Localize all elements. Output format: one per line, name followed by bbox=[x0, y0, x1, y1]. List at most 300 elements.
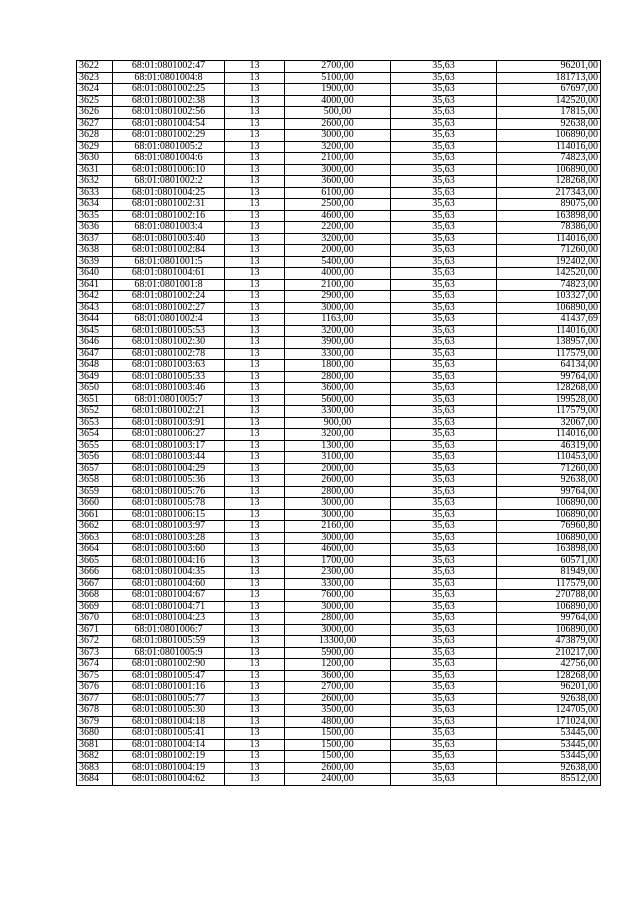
category-code-cell: 13 bbox=[225, 279, 285, 291]
row-number-cell: 3675 bbox=[77, 670, 113, 682]
cadastral-value-cell: 114016,00 bbox=[497, 429, 601, 441]
area-value-cell: 3000,00 bbox=[285, 164, 391, 176]
rate-value-cell: 35,63 bbox=[391, 291, 497, 303]
table-row bbox=[77, 739, 601, 751]
category-code-cell: 13 bbox=[225, 141, 285, 153]
row-number-cell: 3662 bbox=[77, 521, 113, 533]
cadastral-number-cell: 68:01:0801004:18 bbox=[113, 716, 225, 728]
row-number-cell: 3657 bbox=[77, 463, 113, 475]
category-code-cell: 13 bbox=[225, 406, 285, 418]
table-row bbox=[77, 578, 601, 590]
cadastral-value-cell: 92638,00 bbox=[497, 762, 601, 774]
category-code-cell: 13 bbox=[225, 647, 285, 659]
cadastral-number-cell: 68:01:0801004:6 bbox=[113, 153, 225, 165]
cadastral-number-cell: 68:01:0801005:33 bbox=[113, 371, 225, 383]
area-value-cell: 1163,00 bbox=[285, 314, 391, 326]
row-number-cell: 3660 bbox=[77, 498, 113, 510]
row-number-cell: 3667 bbox=[77, 578, 113, 590]
area-value-cell: 4800,00 bbox=[285, 716, 391, 728]
cadastral-value-cell: 114016,00 bbox=[497, 325, 601, 337]
cadastral-value-cell: 53445,00 bbox=[497, 728, 601, 740]
area-value-cell: 1900,00 bbox=[285, 84, 391, 96]
area-value-cell: 2600,00 bbox=[285, 118, 391, 130]
area-value-cell: 5100,00 bbox=[285, 72, 391, 84]
cadastral-value-cell: 128268,00 bbox=[497, 383, 601, 395]
cadastral-value-cell: 64134,00 bbox=[497, 360, 601, 372]
area-value-cell: 2500,00 bbox=[285, 199, 391, 211]
rate-value-cell: 35,63 bbox=[391, 647, 497, 659]
table-row bbox=[77, 314, 601, 326]
area-value-cell: 2900,00 bbox=[285, 291, 391, 303]
area-value-cell: 5400,00 bbox=[285, 256, 391, 268]
category-code-cell: 13 bbox=[225, 463, 285, 475]
table-row bbox=[77, 268, 601, 280]
category-code-cell: 13 bbox=[225, 555, 285, 567]
row-number-cell: 3636 bbox=[77, 222, 113, 234]
rate-value-cell: 35,63 bbox=[391, 601, 497, 613]
row-number-cell: 3627 bbox=[77, 118, 113, 130]
cadastral-value-cell: 181713,00 bbox=[497, 72, 601, 84]
row-number-cell: 3640 bbox=[77, 268, 113, 280]
rate-value-cell: 35,63 bbox=[391, 164, 497, 176]
row-number-cell: 3668 bbox=[77, 590, 113, 602]
cadastral-number-cell: 68:01:0801001:16 bbox=[113, 682, 225, 694]
area-value-cell: 2100,00 bbox=[285, 279, 391, 291]
table-row bbox=[77, 337, 601, 349]
rate-value-cell: 35,63 bbox=[391, 394, 497, 406]
category-code-cell: 13 bbox=[225, 187, 285, 199]
cadastral-value-cell: 270788,00 bbox=[497, 590, 601, 602]
cadastral-number-cell: 68:01:0801006:7 bbox=[113, 624, 225, 636]
table-row bbox=[77, 452, 601, 464]
category-code-cell: 13 bbox=[225, 486, 285, 498]
cadastral-number-cell: 68:01:0801002:84 bbox=[113, 245, 225, 257]
category-code-cell: 13 bbox=[225, 624, 285, 636]
cadastral-value-cell: 142520,00 bbox=[497, 268, 601, 280]
cadastral-value-cell: 138957,00 bbox=[497, 337, 601, 349]
area-value-cell: 5900,00 bbox=[285, 647, 391, 659]
area-value-cell: 2200,00 bbox=[285, 222, 391, 234]
cadastral-number-cell: 68:01:0801002:90 bbox=[113, 659, 225, 671]
cadastral-number-cell: 68:01:0801002:47 bbox=[113, 61, 225, 73]
cadastral-value-cell: 106890,00 bbox=[497, 498, 601, 510]
table-row bbox=[77, 84, 601, 96]
row-number-cell: 3630 bbox=[77, 153, 113, 165]
rate-value-cell: 35,63 bbox=[391, 199, 497, 211]
area-value-cell: 1200,00 bbox=[285, 659, 391, 671]
category-code-cell: 13 bbox=[225, 417, 285, 429]
row-number-cell: 3625 bbox=[77, 95, 113, 107]
area-value-cell: 7600,00 bbox=[285, 590, 391, 602]
row-number-cell: 3635 bbox=[77, 210, 113, 222]
row-number-cell: 3674 bbox=[77, 659, 113, 671]
table-row bbox=[77, 325, 601, 337]
area-value-cell: 3000,00 bbox=[285, 498, 391, 510]
table-row bbox=[77, 130, 601, 142]
cadastral-value-cell: 81949,00 bbox=[497, 567, 601, 579]
category-code-cell: 13 bbox=[225, 233, 285, 245]
area-value-cell: 1800,00 bbox=[285, 360, 391, 372]
table-row bbox=[77, 440, 601, 452]
cadastral-value-cell: 99764,00 bbox=[497, 371, 601, 383]
rate-value-cell: 35,63 bbox=[391, 693, 497, 705]
row-number-cell: 3637 bbox=[77, 233, 113, 245]
area-value-cell: 1500,00 bbox=[285, 728, 391, 740]
rate-value-cell: 35,63 bbox=[391, 624, 497, 636]
cadastral-number-cell: 68:01:0801004:71 bbox=[113, 601, 225, 613]
category-code-cell: 13 bbox=[225, 613, 285, 625]
rate-value-cell: 35,63 bbox=[391, 84, 497, 96]
rate-value-cell: 35,63 bbox=[391, 406, 497, 418]
rate-value-cell: 35,63 bbox=[391, 670, 497, 682]
table-row bbox=[77, 544, 601, 556]
category-code-cell: 13 bbox=[225, 429, 285, 441]
rate-value-cell: 35,63 bbox=[391, 463, 497, 475]
area-value-cell: 3000,00 bbox=[285, 532, 391, 544]
table-row bbox=[77, 613, 601, 625]
area-value-cell: 3300,00 bbox=[285, 406, 391, 418]
area-value-cell: 2400,00 bbox=[285, 774, 391, 786]
category-code-cell: 13 bbox=[225, 245, 285, 257]
category-code-cell: 13 bbox=[225, 337, 285, 349]
row-number-cell: 3626 bbox=[77, 107, 113, 119]
category-code-cell: 13 bbox=[225, 84, 285, 96]
cadastral-number-cell: 68:01:0801004:61 bbox=[113, 268, 225, 280]
category-code-cell: 13 bbox=[225, 636, 285, 648]
table-row bbox=[77, 716, 601, 728]
area-value-cell: 3200,00 bbox=[285, 233, 391, 245]
rate-value-cell: 35,63 bbox=[391, 95, 497, 107]
cadastral-number-cell: 68:01:0801003:60 bbox=[113, 544, 225, 556]
cadastral-value-cell: 171024,00 bbox=[497, 716, 601, 728]
cadastral-value-cell: 128268,00 bbox=[497, 670, 601, 682]
category-code-cell: 13 bbox=[225, 256, 285, 268]
row-number-cell: 3639 bbox=[77, 256, 113, 268]
area-value-cell: 1500,00 bbox=[285, 739, 391, 751]
area-value-cell: 2700,00 bbox=[285, 682, 391, 694]
category-code-cell: 13 bbox=[225, 153, 285, 165]
row-number-cell: 3683 bbox=[77, 762, 113, 774]
area-value-cell: 3000,00 bbox=[285, 509, 391, 521]
area-value-cell: 3600,00 bbox=[285, 176, 391, 188]
cadastral-value-cell: 110453,00 bbox=[497, 452, 601, 464]
cadastral-value-cell: 74823,00 bbox=[497, 279, 601, 291]
rate-value-cell: 35,63 bbox=[391, 509, 497, 521]
rate-value-cell: 35,63 bbox=[391, 118, 497, 130]
table-row bbox=[77, 636, 601, 648]
cadastral-value-cell: 128268,00 bbox=[497, 176, 601, 188]
cadastral-value-cell: 17815,00 bbox=[497, 107, 601, 119]
category-code-cell: 13 bbox=[225, 291, 285, 303]
row-number-cell: 3629 bbox=[77, 141, 113, 153]
area-value-cell: 1300,00 bbox=[285, 440, 391, 452]
table-row bbox=[77, 199, 601, 211]
area-value-cell: 2000,00 bbox=[285, 245, 391, 257]
area-value-cell: 2000,00 bbox=[285, 463, 391, 475]
cadastral-value-cell: 99764,00 bbox=[497, 613, 601, 625]
row-number-cell: 3655 bbox=[77, 440, 113, 452]
area-value-cell: 3600,00 bbox=[285, 670, 391, 682]
area-value-cell: 3500,00 bbox=[285, 705, 391, 717]
cadastral-value-cell: 163898,00 bbox=[497, 544, 601, 556]
cadastral-number-cell: 68:01:0801003:46 bbox=[113, 383, 225, 395]
rate-value-cell: 35,63 bbox=[391, 256, 497, 268]
category-code-cell: 13 bbox=[225, 578, 285, 590]
area-value-cell: 2800,00 bbox=[285, 613, 391, 625]
rate-value-cell: 35,63 bbox=[391, 682, 497, 694]
table-row bbox=[77, 762, 601, 774]
table-row bbox=[77, 95, 601, 107]
rate-value-cell: 35,63 bbox=[391, 268, 497, 280]
row-number-cell: 3681 bbox=[77, 739, 113, 751]
row-number-cell: 3643 bbox=[77, 302, 113, 314]
area-value-cell: 2160,00 bbox=[285, 521, 391, 533]
area-value-cell: 2600,00 bbox=[285, 475, 391, 487]
rate-value-cell: 35,63 bbox=[391, 360, 497, 372]
table-row bbox=[77, 486, 601, 498]
cadastral-number-cell: 68:01:0801003:17 bbox=[113, 440, 225, 452]
cadastral-number-cell: 68:01:0801001:5 bbox=[113, 256, 225, 268]
category-code-cell: 13 bbox=[225, 371, 285, 383]
table-row bbox=[77, 360, 601, 372]
category-code-cell: 13 bbox=[225, 509, 285, 521]
cadastral-number-cell: 68:01:0801004:16 bbox=[113, 555, 225, 567]
row-number-cell: 3670 bbox=[77, 613, 113, 625]
row-number-cell: 3679 bbox=[77, 716, 113, 728]
row-number-cell: 3656 bbox=[77, 452, 113, 464]
cadastral-number-cell: 68:01:0801004:19 bbox=[113, 762, 225, 774]
rate-value-cell: 35,63 bbox=[391, 590, 497, 602]
category-code-cell: 13 bbox=[225, 693, 285, 705]
cadastral-number-cell: 68:01:0801004:54 bbox=[113, 118, 225, 130]
table-row bbox=[77, 245, 601, 257]
table-row bbox=[77, 498, 601, 510]
cadastral-number-cell: 68:01:0801005:53 bbox=[113, 325, 225, 337]
row-number-cell: 3684 bbox=[77, 774, 113, 786]
rate-value-cell: 35,63 bbox=[391, 302, 497, 314]
category-code-cell: 13 bbox=[225, 452, 285, 464]
category-code-cell: 13 bbox=[225, 314, 285, 326]
area-value-cell: 4600,00 bbox=[285, 544, 391, 556]
area-value-cell: 13300,00 bbox=[285, 636, 391, 648]
rate-value-cell: 35,63 bbox=[391, 348, 497, 360]
table-row bbox=[77, 693, 601, 705]
rate-value-cell: 35,63 bbox=[391, 337, 497, 349]
rate-value-cell: 35,63 bbox=[391, 325, 497, 337]
cadastral-value-cell: 71260,00 bbox=[497, 463, 601, 475]
area-value-cell: 2600,00 bbox=[285, 762, 391, 774]
area-value-cell: 2300,00 bbox=[285, 567, 391, 579]
cadastral-value-cell: 192402,00 bbox=[497, 256, 601, 268]
rate-value-cell: 35,63 bbox=[391, 153, 497, 165]
table-row bbox=[77, 61, 601, 73]
table-row bbox=[77, 72, 601, 84]
table-row bbox=[77, 601, 601, 613]
area-value-cell: 2800,00 bbox=[285, 486, 391, 498]
cadastral-number-cell: 68:01:0801005:30 bbox=[113, 705, 225, 717]
table-row bbox=[77, 532, 601, 544]
row-number-cell: 3665 bbox=[77, 555, 113, 567]
cadastral-number-cell: 68:01:0801005:76 bbox=[113, 486, 225, 498]
category-code-cell: 13 bbox=[225, 118, 285, 130]
cadastral-number-cell: 68:01:0801004:60 bbox=[113, 578, 225, 590]
cadastral-value-cell: 117579,00 bbox=[497, 406, 601, 418]
row-number-cell: 3642 bbox=[77, 291, 113, 303]
cadastral-number-cell: 68:01:0801002:29 bbox=[113, 130, 225, 142]
row-number-cell: 3659 bbox=[77, 486, 113, 498]
area-value-cell: 3200,00 bbox=[285, 429, 391, 441]
cadastral-number-cell: 68:01:0801006:10 bbox=[113, 164, 225, 176]
cadastral-value-cell: 89075,00 bbox=[497, 199, 601, 211]
table-row bbox=[77, 233, 601, 245]
row-number-cell: 3672 bbox=[77, 636, 113, 648]
cadastral-value-cell: 103327,00 bbox=[497, 291, 601, 303]
row-number-cell: 3638 bbox=[77, 245, 113, 257]
cadastral-value-cell: 106890,00 bbox=[497, 130, 601, 142]
row-number-cell: 3644 bbox=[77, 314, 113, 326]
cadastral-number-cell: 68:01:0801005:59 bbox=[113, 636, 225, 648]
category-code-cell: 13 bbox=[225, 222, 285, 234]
cadastral-value-cell: 71260,00 bbox=[497, 245, 601, 257]
row-number-cell: 3648 bbox=[77, 360, 113, 372]
cadastral-number-cell: 68:01:0801002:30 bbox=[113, 337, 225, 349]
rate-value-cell: 35,63 bbox=[391, 383, 497, 395]
category-code-cell: 13 bbox=[225, 302, 285, 314]
rate-value-cell: 35,63 bbox=[391, 245, 497, 257]
cadastral-value-cell: 114016,00 bbox=[497, 141, 601, 153]
cadastral-value-cell: 473879,00 bbox=[497, 636, 601, 648]
cadastral-value-cell: 210217,00 bbox=[497, 647, 601, 659]
row-number-cell: 3680 bbox=[77, 728, 113, 740]
cadastral-value-cell: 106890,00 bbox=[497, 302, 601, 314]
cadastral-number-cell: 68:01:0801002:4 bbox=[113, 314, 225, 326]
category-code-cell: 13 bbox=[225, 475, 285, 487]
rate-value-cell: 35,63 bbox=[391, 371, 497, 383]
table-row bbox=[77, 164, 601, 176]
category-code-cell: 13 bbox=[225, 716, 285, 728]
row-number-cell: 3645 bbox=[77, 325, 113, 337]
row-number-cell: 3658 bbox=[77, 475, 113, 487]
cadastral-number-cell: 68:01:0801005:47 bbox=[113, 670, 225, 682]
cadastral-value-cell: 96201,00 bbox=[497, 61, 601, 73]
table-row bbox=[77, 107, 601, 119]
category-code-cell: 13 bbox=[225, 567, 285, 579]
area-value-cell: 1700,00 bbox=[285, 555, 391, 567]
category-code-cell: 13 bbox=[225, 739, 285, 751]
cadastral-value-cell: 67697,00 bbox=[497, 84, 601, 96]
cadastral-number-cell: 68:01:0801002:24 bbox=[113, 291, 225, 303]
rate-value-cell: 35,63 bbox=[391, 613, 497, 625]
area-value-cell: 3900,00 bbox=[285, 337, 391, 349]
row-number-cell: 3624 bbox=[77, 84, 113, 96]
row-number-cell: 3677 bbox=[77, 693, 113, 705]
rate-value-cell: 35,63 bbox=[391, 578, 497, 590]
category-code-cell: 13 bbox=[225, 130, 285, 142]
cadastral-number-cell: 68:01:0801003:97 bbox=[113, 521, 225, 533]
rate-value-cell: 35,63 bbox=[391, 739, 497, 751]
table-row bbox=[77, 141, 601, 153]
table-row bbox=[77, 210, 601, 222]
rate-value-cell: 35,63 bbox=[391, 716, 497, 728]
category-code-cell: 13 bbox=[225, 348, 285, 360]
area-value-cell: 3200,00 bbox=[285, 325, 391, 337]
area-value-cell: 3000,00 bbox=[285, 302, 391, 314]
cadastral-number-cell: 68:01:0801002:2 bbox=[113, 176, 225, 188]
area-value-cell: 3000,00 bbox=[285, 601, 391, 613]
cadastral-number-cell: 68:01:0801003:63 bbox=[113, 360, 225, 372]
category-code-cell: 13 bbox=[225, 95, 285, 107]
rate-value-cell: 35,63 bbox=[391, 279, 497, 291]
area-value-cell: 3300,00 bbox=[285, 578, 391, 590]
table-body bbox=[77, 61, 601, 786]
cadastral-number-cell: 68:01:0801004:62 bbox=[113, 774, 225, 786]
row-number-cell: 3650 bbox=[77, 383, 113, 395]
cadastral-number-cell: 68:01:0801002:27 bbox=[113, 302, 225, 314]
row-number-cell: 3641 bbox=[77, 279, 113, 291]
cadastral-number-cell: 68:01:0801004:29 bbox=[113, 463, 225, 475]
cadastral-number-cell: 68:01:0801005:78 bbox=[113, 498, 225, 510]
rate-value-cell: 35,63 bbox=[391, 774, 497, 786]
table-row bbox=[77, 406, 601, 418]
table-row bbox=[77, 348, 601, 360]
row-number-cell: 3666 bbox=[77, 567, 113, 579]
table-row bbox=[77, 383, 601, 395]
document-page bbox=[76, 60, 600, 786]
table-row bbox=[77, 291, 601, 303]
cadastral-number-cell: 68:01:0801003:91 bbox=[113, 417, 225, 429]
category-code-cell: 13 bbox=[225, 762, 285, 774]
row-number-cell: 3623 bbox=[77, 72, 113, 84]
row-number-cell: 3634 bbox=[77, 199, 113, 211]
area-value-cell: 2800,00 bbox=[285, 371, 391, 383]
area-value-cell: 4000,00 bbox=[285, 95, 391, 107]
table-row bbox=[77, 647, 601, 659]
row-number-cell: 3652 bbox=[77, 406, 113, 418]
cadastral-number-cell: 68:01:0801002:19 bbox=[113, 751, 225, 763]
rate-value-cell: 35,63 bbox=[391, 567, 497, 579]
table-row bbox=[77, 751, 601, 763]
area-value-cell: 3600,00 bbox=[285, 383, 391, 395]
area-value-cell: 3300,00 bbox=[285, 348, 391, 360]
row-number-cell: 3663 bbox=[77, 532, 113, 544]
category-code-cell: 13 bbox=[225, 268, 285, 280]
table-row bbox=[77, 682, 601, 694]
cadastral-number-cell: 68:01:0801004:25 bbox=[113, 187, 225, 199]
table-row bbox=[77, 222, 601, 234]
cadastral-value-cell: 41437,69 bbox=[497, 314, 601, 326]
rate-value-cell: 35,63 bbox=[391, 452, 497, 464]
category-code-cell: 13 bbox=[225, 728, 285, 740]
row-number-cell: 3654 bbox=[77, 429, 113, 441]
rate-value-cell: 35,63 bbox=[391, 636, 497, 648]
category-code-cell: 13 bbox=[225, 682, 285, 694]
cadastral-value-cell: 114016,00 bbox=[497, 233, 601, 245]
cadastral-value-cell: 96201,00 bbox=[497, 682, 601, 694]
area-value-cell: 5600,00 bbox=[285, 394, 391, 406]
cadastral-number-cell: 68:01:0801003:40 bbox=[113, 233, 225, 245]
cadastral-value-cell: 106890,00 bbox=[497, 164, 601, 176]
category-code-cell: 13 bbox=[225, 176, 285, 188]
cadastral-value-cell: 106890,00 bbox=[497, 624, 601, 636]
table-row bbox=[77, 590, 601, 602]
cadastral-value-cell: 142520,00 bbox=[497, 95, 601, 107]
rate-value-cell: 35,63 bbox=[391, 72, 497, 84]
category-code-cell: 13 bbox=[225, 590, 285, 602]
rate-value-cell: 35,63 bbox=[391, 107, 497, 119]
cadastral-value-cell: 117579,00 bbox=[497, 348, 601, 360]
cadastral-number-cell: 68:01:0801002:16 bbox=[113, 210, 225, 222]
cadastral-value-cell: 78386,00 bbox=[497, 222, 601, 234]
